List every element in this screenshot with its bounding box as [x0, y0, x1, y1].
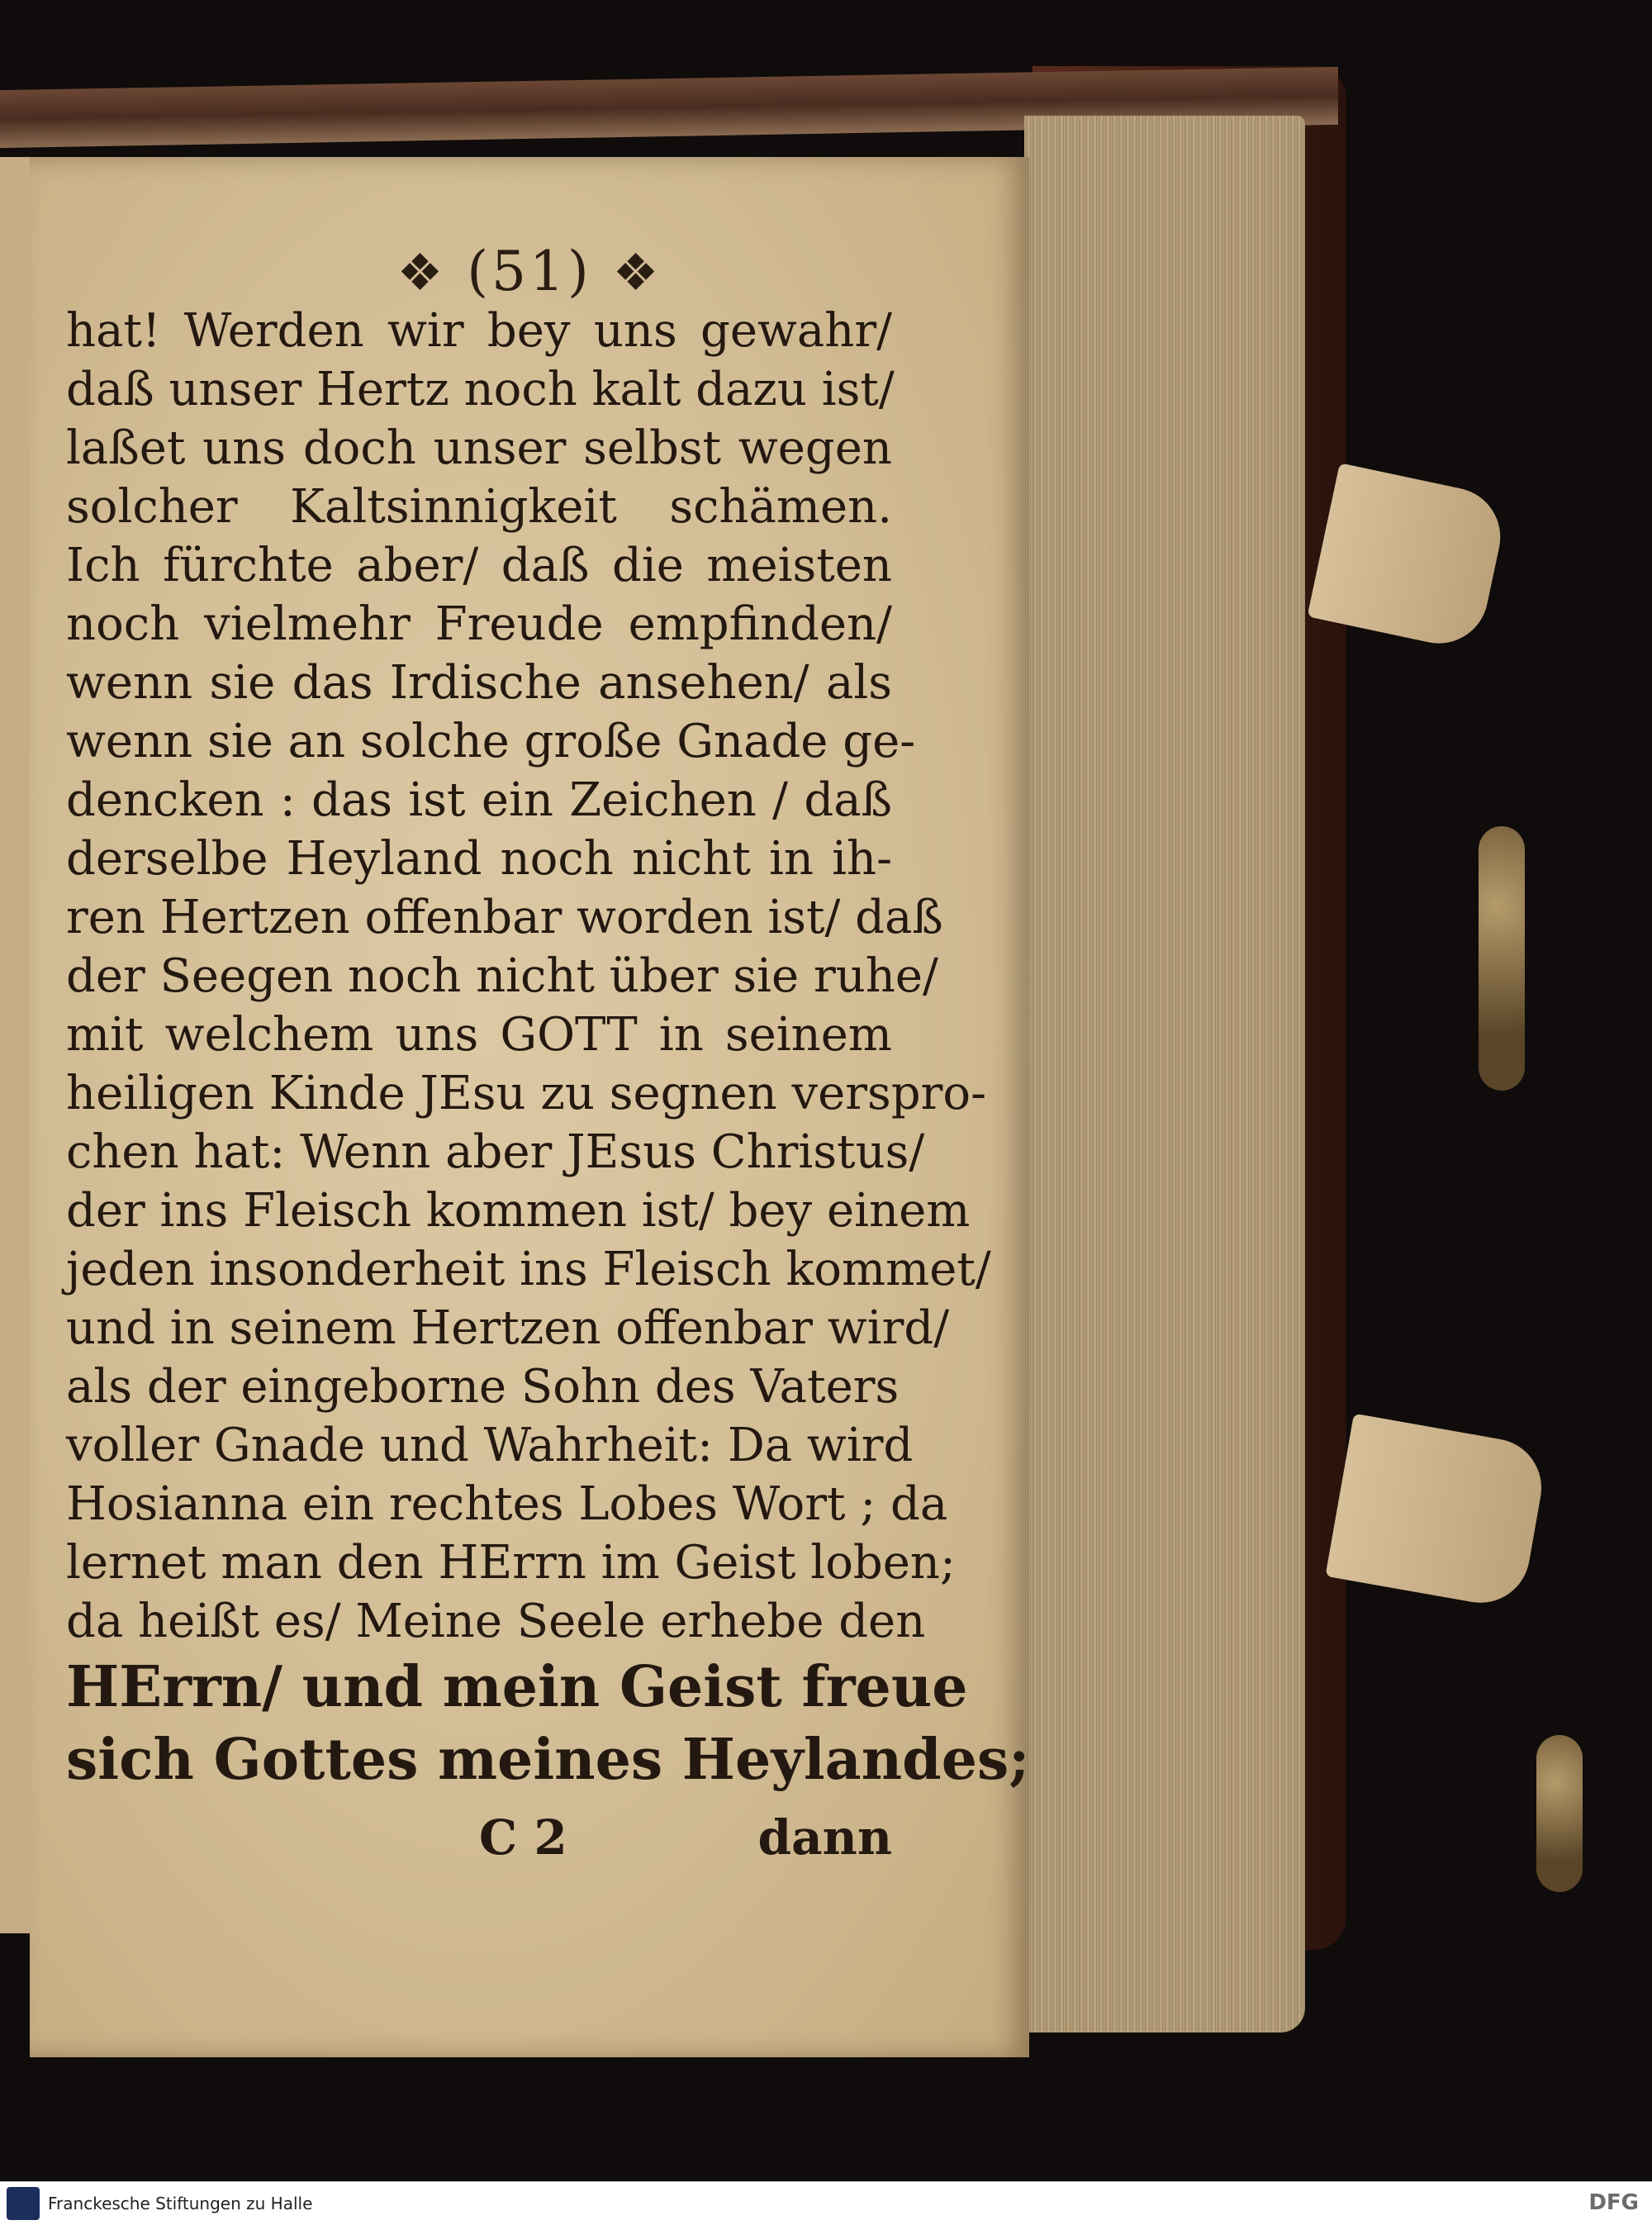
text-line: solcher Kaltsinnigkeit schämen. — [66, 480, 892, 534]
signature-mark: C 2 — [479, 1809, 567, 1866]
dfg-logo: DFG — [1588, 2190, 1639, 2215]
metal-clasp-upper — [1479, 826, 1525, 1091]
metal-clasp-lower — [1536, 1735, 1583, 1892]
text-line: noch vielmehr Freude empfinden/ — [66, 597, 892, 651]
page-block-edge — [1024, 116, 1305, 2032]
text-line: voller Gnade und Wahrheit: Da wird — [66, 1419, 914, 1472]
text-line: als der eingeborne Sohn des Vaters — [66, 1360, 900, 1414]
text-line: mit welchem uns GOTT in seinem — [66, 1008, 892, 1062]
page-number: (51) — [467, 240, 592, 303]
text-line: daß unser Hertz noch kalt dazu ist/ — [66, 363, 895, 416]
text-line: heiligen Kinde JEsu zu segnen verspro- — [66, 1067, 987, 1120]
institution-name: Franckesche Stiftungen zu Halle — [48, 2194, 313, 2213]
text-line: und in seinem Hertzen offenbar wird/ — [66, 1301, 950, 1355]
text-line: Ich fürchte aber/ daß die meisten — [66, 539, 892, 592]
footer-bar — [0, 2181, 1652, 2225]
ornament-left-icon: ❖ — [396, 242, 447, 302]
text-line: chen hat: Wenn aber JEsus Christus/ — [66, 1125, 925, 1179]
text-line: derselbe Heyland noch nicht in ih- — [66, 832, 892, 886]
text-line-large: HErrn/ und mein Geist freue — [66, 1654, 968, 1720]
page-header — [30, 240, 1029, 303]
clasp-strap-lower — [1325, 1414, 1549, 1611]
ornament-right-icon: ❖ — [612, 242, 662, 302]
text-line: wenn sie an solche große Gnade ge- — [66, 715, 916, 768]
text-line: lernet man den HErrn im Geist loben; — [66, 1536, 956, 1590]
text-line: dencken : das ist ein Zeichen / daß — [66, 773, 892, 827]
catchword: dann — [757, 1809, 892, 1866]
text-line-large: sich Gottes meines Heylandes; — [66, 1727, 1030, 1793]
text-line: der Seegen noch nicht über sie ruhe/ — [66, 949, 938, 1003]
text-line: hat! Werden wir bey uns gewahr/ — [66, 304, 892, 358]
text-line: da heißt es/ Meine Seele erhebe den — [66, 1595, 926, 1648]
text-line: jeden insonderheit ins Fleisch kommet/ — [66, 1243, 991, 1296]
book-page — [30, 157, 1029, 2057]
text-line: Hosianna ein rechtes Lobes Wort ; da — [66, 1477, 948, 1531]
facing-page-edge — [0, 157, 30, 1933]
text-line: ren Hertzen offenbar worden ist/ daß — [66, 891, 943, 944]
page-footer — [66, 1809, 892, 1876]
text-line: der ins Fleisch kommen ist/ bey einem — [66, 1184, 971, 1238]
text-line: wenn sie das Irdische ansehen/ als — [66, 656, 892, 710]
page-text — [66, 302, 1030, 1796]
franckesche-logo-icon — [7, 2187, 40, 2220]
text-line: laßet uns doch unser selbst wegen — [66, 421, 892, 475]
